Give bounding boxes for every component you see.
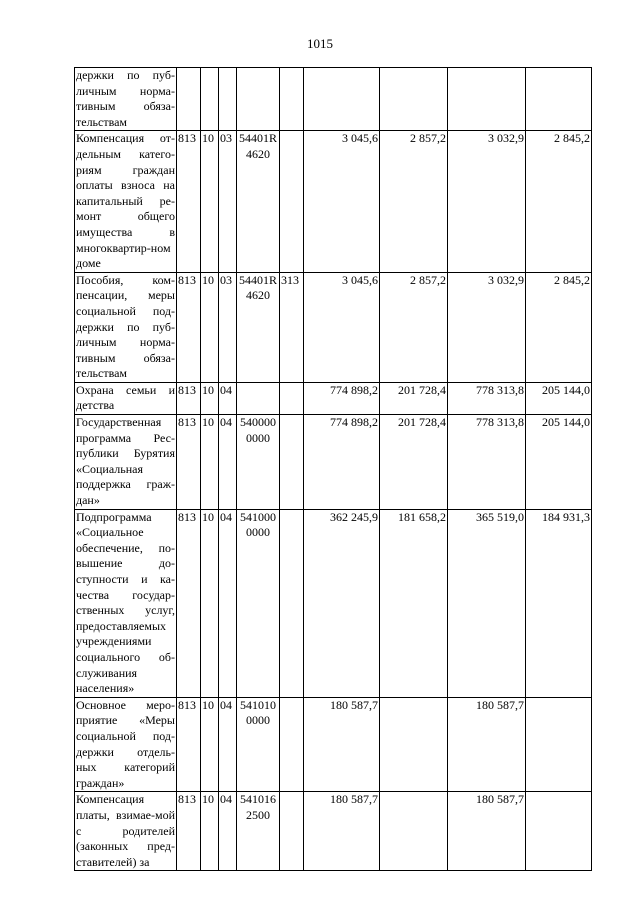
expense-type-code: 313 [280, 272, 304, 382]
section-code: 10 [201, 382, 219, 414]
subsection-code: 04 [219, 382, 237, 414]
table-row [75, 272, 592, 382]
amount-1: 180 587,7 [304, 697, 380, 792]
expense-type-code [280, 697, 304, 792]
subsection-code: 04 [219, 792, 237, 871]
amount-2 [380, 697, 448, 792]
expense-type-code [280, 792, 304, 871]
row-name: Охрана семьи и детства [75, 382, 177, 414]
target-article-code [237, 68, 280, 131]
row-name: Компенсация от-дельным катего-риям граждан оплаты взноса на капитальный ре-монт общего имущества в многоквартир-ном доме [75, 131, 177, 272]
table-row [75, 697, 592, 792]
amount-4: 205 144,0 [526, 382, 592, 414]
section-code [201, 68, 219, 131]
row-name: держки по пуб-личным норма-тивным обяза-тельствам [75, 68, 177, 131]
row-name: Основное меро-приятие «Меры социальной под-держки отдель-ных категорий граждан» [75, 697, 177, 792]
amount-4: 2 845,2 [526, 272, 592, 382]
amount-2 [380, 792, 448, 871]
amount-3: 180 587,7 [448, 792, 526, 871]
table-row [75, 131, 592, 272]
budget-table [74, 67, 592, 871]
section-code: 10 [201, 272, 219, 382]
section-code: 10 [201, 792, 219, 871]
admin-code: 813 [177, 792, 201, 871]
amount-4: 2 845,2 [526, 131, 592, 272]
amount-4 [526, 792, 592, 871]
table-row [75, 68, 592, 131]
amount-4 [526, 697, 592, 792]
expense-type-code [280, 131, 304, 272]
amount-1: 362 245,9 [304, 509, 380, 697]
table-row [75, 415, 592, 510]
table-row [75, 509, 592, 697]
expense-type-code [280, 509, 304, 697]
admin-code: 813 [177, 415, 201, 510]
target-article-code: 540000 0000 [237, 415, 280, 510]
target-article-code: 541010 0000 [237, 697, 280, 792]
expense-type-code [280, 415, 304, 510]
target-article-code: 54401R 4620 [237, 272, 280, 382]
admin-code: 813 [177, 509, 201, 697]
section-code: 10 [201, 509, 219, 697]
amount-2: 201 728,4 [380, 415, 448, 510]
amount-3 [448, 68, 526, 131]
row-name: Подпрограмма «Социальное обеспечение, по-вышение до-ступности и ка-чества государ-ственных услуг, предоставляемых учреждениями социального об-служивания населения» [75, 509, 177, 697]
amount-4: 184 931,3 [526, 509, 592, 697]
amount-2: 2 857,2 [380, 272, 448, 382]
amount-3: 778 313,8 [448, 415, 526, 510]
target-article-code: 54401R 4620 [237, 131, 280, 272]
amount-1: 180 587,7 [304, 792, 380, 871]
subsection-code: 04 [219, 509, 237, 697]
amount-2: 2 857,2 [380, 131, 448, 272]
subsection-code: 04 [219, 415, 237, 510]
subsection-code: 04 [219, 697, 237, 792]
subsection-code: 03 [219, 272, 237, 382]
page-number: 1015 [307, 36, 333, 51]
section-code: 10 [201, 697, 219, 792]
table-row [75, 382, 592, 414]
expense-type-code [280, 382, 304, 414]
amount-3: 365 519,0 [448, 509, 526, 697]
target-article-code: 541000 0000 [237, 509, 280, 697]
admin-code: 813 [177, 382, 201, 414]
table-row [75, 792, 592, 871]
amount-2: 201 728,4 [380, 382, 448, 414]
amount-4: 205 144,0 [526, 415, 592, 510]
expense-type-code [280, 68, 304, 131]
amount-1: 3 045,6 [304, 131, 380, 272]
amount-1 [304, 68, 380, 131]
admin-code: 813 [177, 697, 201, 792]
admin-code [177, 68, 201, 131]
admin-code: 813 [177, 272, 201, 382]
amount-3: 3 032,9 [448, 272, 526, 382]
amount-4 [526, 68, 592, 131]
subsection-code: 03 [219, 131, 237, 272]
amount-2: 181 658,2 [380, 509, 448, 697]
target-article-code [237, 382, 280, 414]
target-article-code: 541016 2500 [237, 792, 280, 871]
section-code: 10 [201, 415, 219, 510]
amount-1: 3 045,6 [304, 272, 380, 382]
section-code: 10 [201, 131, 219, 272]
subsection-code [219, 68, 237, 131]
amount-2 [380, 68, 448, 131]
row-name: Государственная программа Рес-публики Бурятия «Социальная поддержка граж-дан» [75, 415, 177, 510]
row-name: Пособия, ком-пенсации, меры социальной под-держки по пуб-личным норма-тивным обяза-тельствам [75, 272, 177, 382]
amount-3: 180 587,7 [448, 697, 526, 792]
row-name: Компенсация платы, взимае-мой с родителей (законных пред-ставителей) за [75, 792, 177, 871]
amount-3: 778 313,8 [448, 382, 526, 414]
admin-code: 813 [177, 131, 201, 272]
amount-1: 774 898,2 [304, 382, 380, 414]
amount-3: 3 032,9 [448, 131, 526, 272]
amount-1: 774 898,2 [304, 415, 380, 510]
